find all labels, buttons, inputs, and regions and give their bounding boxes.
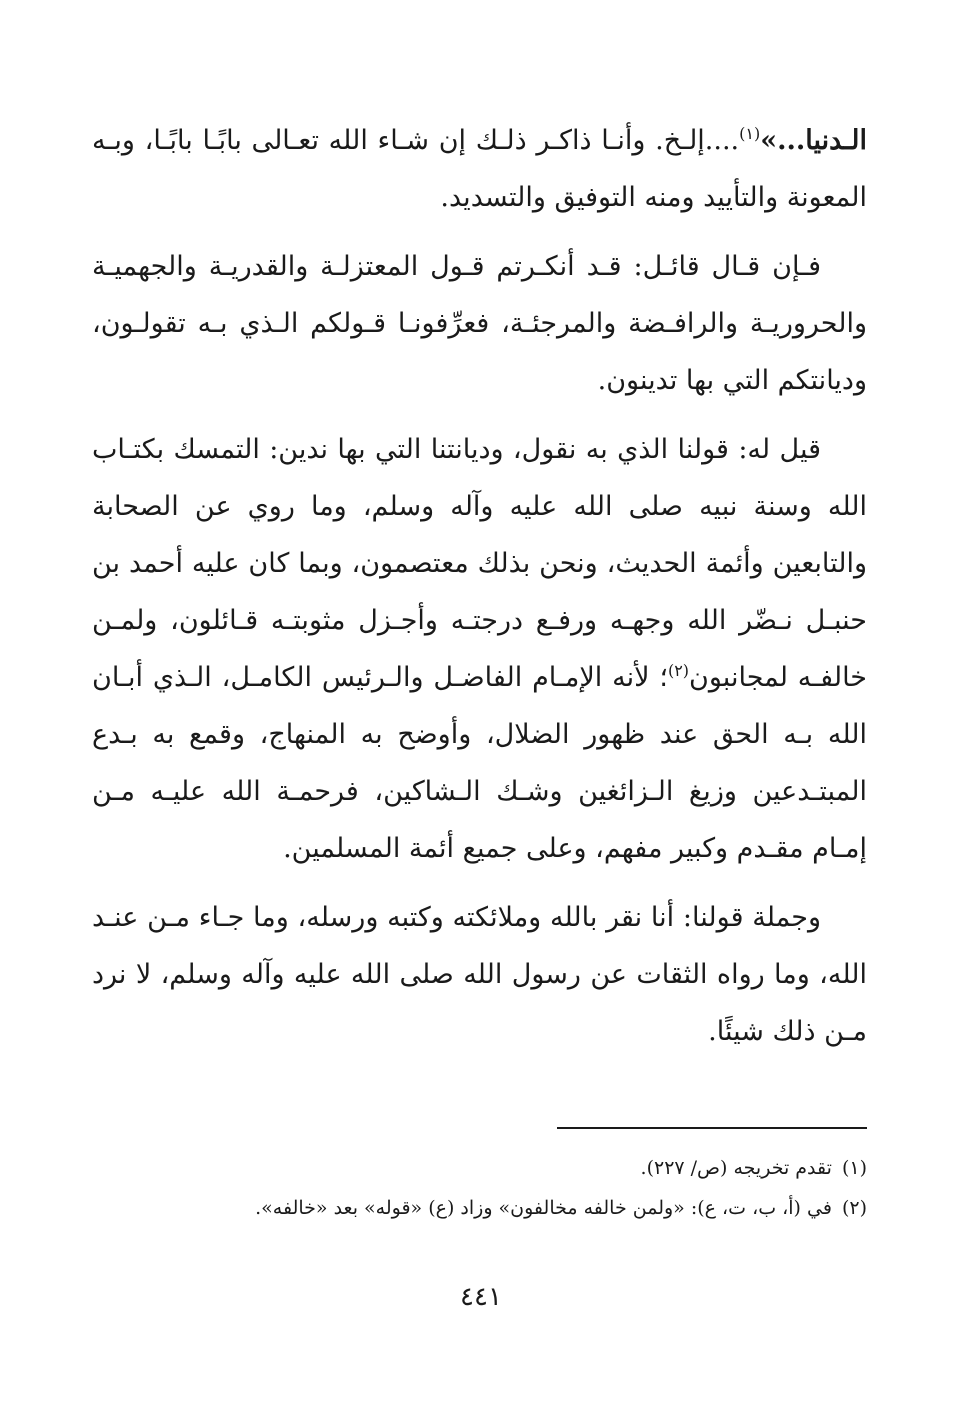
footnote-marker-1: (١) [739,124,761,143]
footnotes [92,1148,867,1228]
footnote-number: (١) [841,1157,867,1179]
paragraph-4: وجملة قولنا: أنا نقر بالله وملائكته وكتبه ورسله، وما جـاء مـن عنـد الله، وما رواه الثقات عن رسول الله صلى الله عليه وآله وسلم، لا نرد مـن ذلك شيئًا. [92,902,867,1047]
paragraph-1 [92,112,867,226]
footnote-text: في (أ، ب، ت، ع): «ولمن خالفه مخالفون» وزاد (ع) «قوله» بعد «خالفه». [255,1197,832,1219]
footnote-text: تقدم تخريجه (ص/ ٢٢٧). [640,1157,832,1179]
paragraph-text: قيل له: قولنا الذي به نقول، وديانتنا التي بها ندين: التمسك بكتـاب الله وسنة نبيه صلى الله عليه وآله وسلم، وما روي عن الصحابة والتابعين وأئمة الحديث، ونحن بذلك معتصمون، وبما كان عليه أحمد بن حنبـل نـضّر الله وجهـه ورفـع درجتـه وأجـزل مثوبتـه قـائلون، ولمـن خالفـه لمجانبون [92,434,867,693]
paragraph-text: ....إلـخ. وأنـا ذاكـر ذلـك إن شـاء الله تعـالى بابًـا بابًـا، وبـه المعونة والتأييد ومنه التوفيق والتسديد. [92,125,867,213]
paragraph-3 [92,421,867,877]
paragraph-text-continued: ؛ لأنه الإمـام الفاضـل والـرئيس الكامـل، الـذي أبـان الله بـه الحق عند ظهور الضلال، وأوضح به المنهاج، وقمع به بـدع المبتـدعين وزيغ الـزائغين وشـك الـشاكين، فرحمـة الله عليـه مـن إمـام مقـدم وكبير مفهم، وعلى جميع أئمة المسلمين. [92,662,867,864]
main-text [92,112,867,1072]
footnote-number: (٢) [841,1197,867,1219]
footnote-divider [557,1127,867,1129]
paragraph-2: فـإن قـال قائـل: قـد أنكـرتم قـول المعتزلـة والقدريـة والجهميـة والحروريـة والرافـضة والمرجئـة، فعرِّفونـا قـولكم الـذي بـه تقولـون، وديانتكم التي بها تدينون. [92,251,867,396]
page-number: ٤٤١ [460,1282,502,1312]
footnote-marker-2: (٢) [667,661,690,680]
paragraph-lead: الـدنيا...» [760,125,867,156]
footnote-2 [92,1188,867,1228]
footnote-1 [92,1148,867,1188]
